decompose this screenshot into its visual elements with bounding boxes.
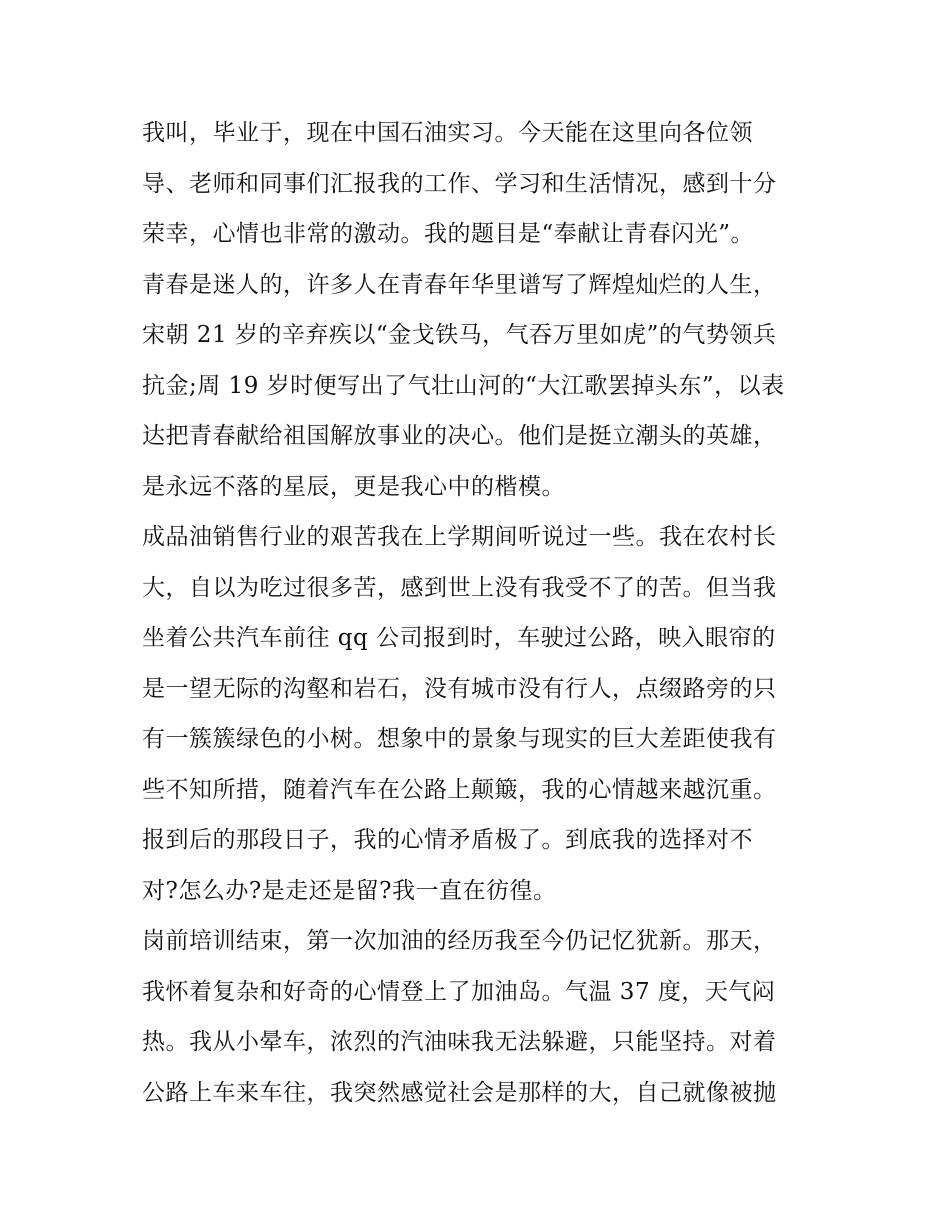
text-line: 对?怎么办?是走还是留?我一直在彷徨。 (142, 877, 557, 904)
text-line: 我怀着复杂和好奇的心情登上了加油岛。气温 37 度，天气闷 (142, 978, 776, 1005)
body-text (142, 108, 822, 1118)
text-line: 达把青春献给祖国解放事业的决心。他们是挺立潮头的英雄， (142, 423, 777, 449)
text-line: 岗前培训结束，第一次加油的经历我至今仍记忆犹新。那天， (142, 928, 777, 954)
text-line: 导、老师和同事们汇报我的工作、学习和生活情况，感到十分 (142, 170, 777, 197)
text-line: 热。我从小晕车，浓烈的汽油味我无法躲避，只能坚持。对着 (142, 1029, 777, 1055)
text-line: 报到后的那段日子，我的心情矛盾极了。到底我的选择对不 (142, 827, 753, 853)
text-line: 青春是迷人的，许多人在青春年华里谱写了辉煌灿烂的人生， (142, 271, 777, 298)
text-line: 坐着公共汽车前往 qq 公司报到时，车驶过公路，映入眼帘的 (142, 625, 776, 651)
text-line: 大，自以为吃过很多苦，感到世上没有我受不了的苦。但当我 (142, 574, 777, 601)
text-line: 有一簇簇绿色的小树。想象中的景象与现实的巨大差距使我有 (142, 726, 777, 752)
text-line: 我叫，毕业于，现在中国石油实习。今天能在这里向各位领 (142, 120, 753, 146)
text-line: 公路上车来车往，我突然感觉社会是那样的大，自己就像被抛 (142, 1079, 777, 1106)
text-line: 宋朝 21 岁的辛弃疾以“金戈铁马，气吞万里如虎”的气势领兵 (142, 322, 777, 348)
text-line: 是永远不落的星辰，更是我心中的楷模。 (142, 473, 565, 500)
text-line: 成品油销售行业的艰苦我在上学期间听说过一些。我在农村长 (142, 524, 777, 550)
text-line: 些不知所措，随着汽车在公路上颠簸，我的心情越来越沉重。 (142, 776, 777, 803)
text-line: 抗金;周 19 岁时便写出了气壮山河的“大江歌罢掉头东”，以表 (142, 372, 785, 399)
text-line: 荣幸，心情也非常的激动。我的题目是“奉献让青春闪光”。 (142, 221, 755, 247)
text-line: 是一望无际的沟壑和岩石，没有城市没有行人，点缀路旁的只 (142, 675, 777, 702)
